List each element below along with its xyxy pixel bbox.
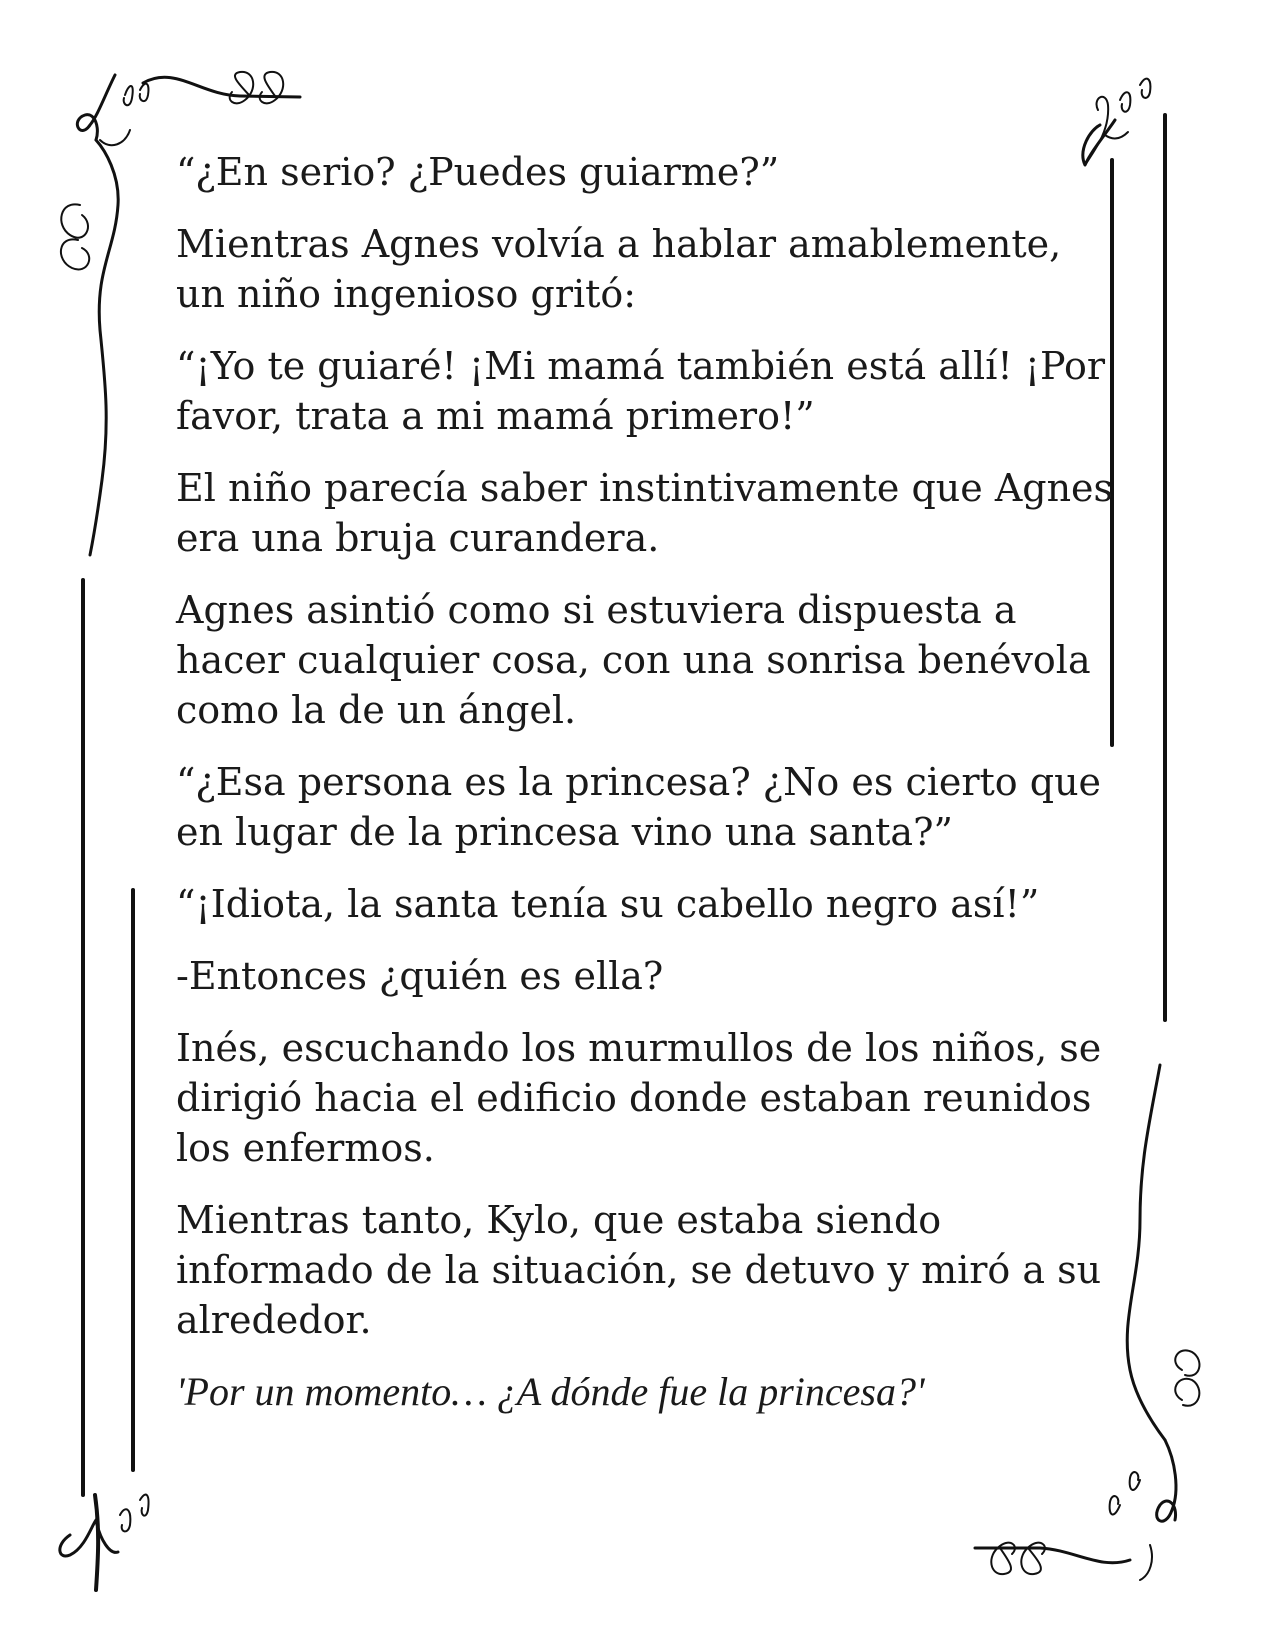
paragraph-8: -Entonces ¿quién es ella?	[176, 954, 664, 998]
paragraph-2: Mientras Agnes volvía a hablar amablemente, un niño ingenioso gritó:	[176, 222, 1062, 316]
flourish-bottom-left-icon	[60, 1495, 149, 1590]
paragraph-10: Mientras tanto, Kylo, que estaba siendo informado de la situación, se detuvo y miró a su alrededor.	[176, 1198, 1102, 1342]
paragraph-1: “¿En serio? ¿Puedes guiarme?”	[176, 150, 780, 194]
paragraph-3: “¡Yo te guiaré! ¡Mi mamá también está allí! ¡Por favor, trata a mi mamá primero!”	[176, 344, 1106, 438]
paragraph-9: Inés, escuchando los murmullos de los niños, se dirigió hacia el edificio donde estaban reunidos los enfermos.	[176, 1026, 1102, 1170]
paragraph-11-thought: 'Por un momento… ¿A dónde fue la princesa?'	[176, 1369, 925, 1414]
paragraph-4: El niño parecía saber instintivamente que Agnes era una bruja curandera.	[176, 466, 1114, 560]
paragraph-6: “¿Esa persona es la princesa? ¿No es cierto que en lugar de la princesa vino una santa?”	[176, 760, 1102, 854]
paragraph-5: Agnes asintió como si estuviera dispuesta a hacer cualquier cosa, con una sonrisa benévola como la de un ángel.	[176, 588, 1091, 732]
story-text	[176, 147, 1116, 1439]
paragraph-7: “¡Idiota, la santa tenía su cabello negro así!”	[176, 882, 1040, 926]
